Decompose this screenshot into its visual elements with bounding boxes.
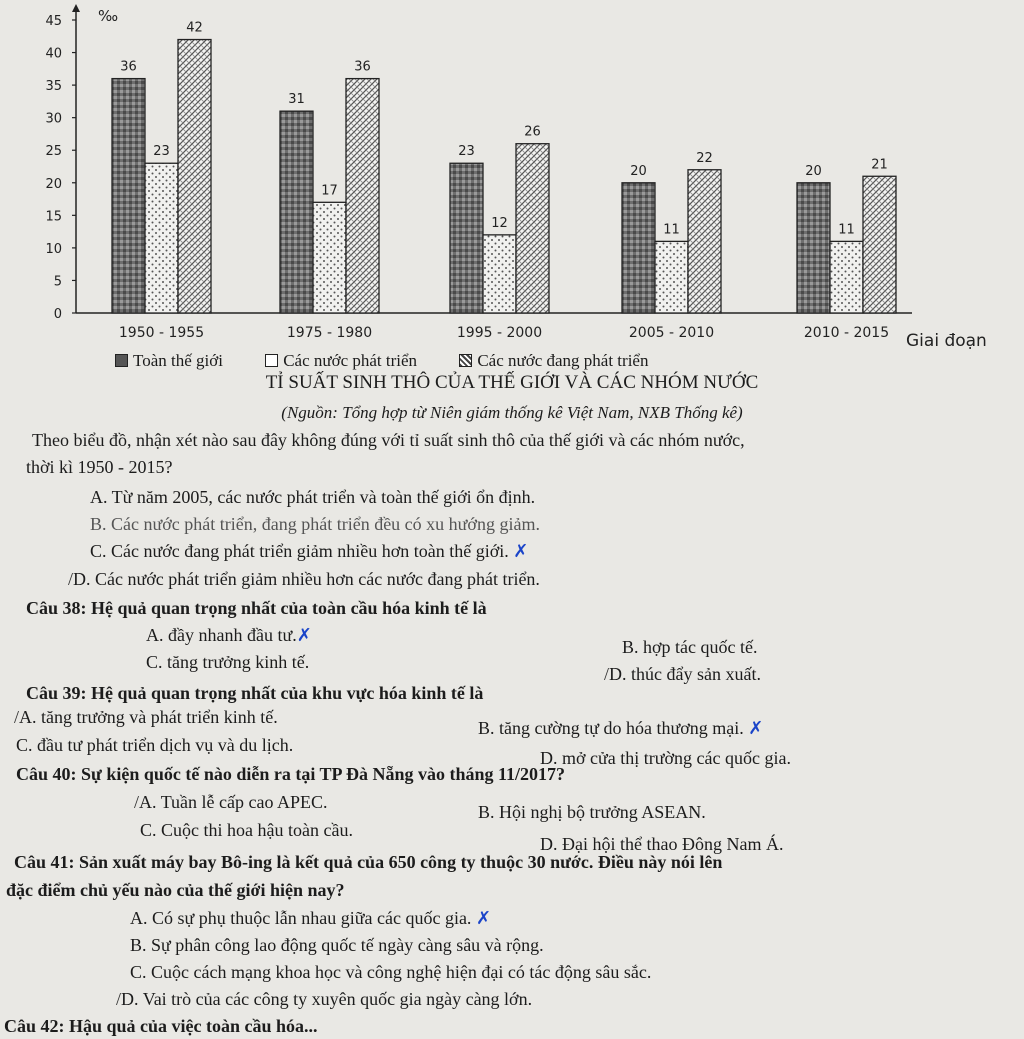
bar-value-label: 36 [120, 59, 137, 75]
q38-option-d [604, 664, 761, 685]
y-tick-label: 35 [45, 79, 62, 95]
cross-mark-icon: ✗ [296, 625, 312, 646]
tick-mark-icon: / [68, 569, 74, 589]
bar-world [797, 183, 830, 313]
q40-option-a [134, 792, 328, 813]
cross-mark-icon: ✗ [748, 718, 764, 739]
legend-swatch-developed [265, 354, 278, 367]
bar-value-label: 20 [630, 163, 647, 179]
bar-value-label: 20 [805, 163, 822, 179]
legend-swatch-developing [459, 354, 472, 367]
legend-developed: Các nước phát triển [265, 351, 417, 371]
bar-value-label: 23 [153, 144, 170, 160]
q40-option-b: B. Hội nghị bộ trưởng ASEAN. [478, 802, 706, 822]
bar-value-label: 12 [491, 215, 508, 231]
q38-option-a-text: A. đầy nhanh đầu tư. [146, 625, 297, 645]
bar-world [450, 163, 483, 313]
bar-value-label: 11 [663, 222, 680, 238]
q39-option-d: D. mở cửa thị trường các quốc gia. [540, 748, 791, 768]
q39-stem: Câu 39: Hệ quả quan trọng nhất của khu vực hóa kinh tế là [26, 683, 484, 703]
q39-option-b [478, 718, 763, 739]
bar-world [622, 183, 655, 313]
tick-mark-icon: / [604, 664, 610, 684]
q37-option-d-text: D. Các nước phát triển giảm nhiều hơn các nước đang phát triển. [73, 569, 540, 589]
y-tick-label: 10 [45, 241, 62, 257]
legend-world: Toàn thế giới [115, 351, 223, 371]
q41-option-a [130, 908, 491, 929]
cross-mark-icon: ✗ [513, 541, 529, 562]
bar-value-label: 21 [871, 157, 888, 173]
q37-option-a: A. Từ năm 2005, các nước phát triển và toàn thế giới ổn định. [90, 487, 536, 507]
category-label: 1950 - 1955 [118, 325, 205, 341]
q37-option-c [90, 541, 528, 562]
q37-option-d [68, 569, 540, 590]
q38-option-b: B. hợp tác quốc tế. [622, 637, 758, 657]
y-tick-label: 20 [45, 176, 62, 192]
bar-value-label: 17 [321, 183, 338, 199]
q41-stem-line2: đặc điểm chủ yếu nào của thế giới hiện nay? [6, 880, 345, 900]
tick-mark-icon: / [116, 989, 122, 1009]
bar-value-label: 11 [838, 222, 855, 238]
bar-value-label: 22 [696, 150, 713, 166]
q38-stem: Câu 38: Hệ quả quan trọng nhất của toàn cầu hóa kinh tế là [26, 598, 487, 618]
cross-mark-icon: ✗ [475, 908, 492, 929]
chart-legend [115, 351, 686, 371]
bar-value-label: 36 [354, 59, 371, 75]
y-tick-label: 15 [45, 209, 62, 225]
q40-stem: Câu 40: Sự kiện quốc tế nào diễn ra tại TP Đà Nẵng vào tháng 11/2017? [16, 764, 566, 784]
tick-mark-icon: / [134, 792, 140, 812]
chart-source: (Nguồn: Tổng hợp từ Niên giám thống kê Việt Nam, NXB Thống kê) [281, 403, 743, 422]
q37-stem-line2: thời kì 1950 - 2015? [26, 457, 173, 477]
bar-value-label: 42 [186, 20, 203, 36]
q41-option-a-text: A. Có sự phụ thuộc lẫn nhau giữa các quốc gia. [130, 908, 472, 928]
y-tick-label: 30 [45, 111, 62, 127]
q37-option-c-text: C. Các nước đang phát triển giảm nhiều hơn toàn thế giới. [90, 541, 509, 561]
q37-stem-line1: Theo biểu đồ, nhận xét nào sau đây không đúng với tỉ suất sinh thô của thế giới và các nhóm nước, [32, 430, 745, 450]
bar-developing [178, 40, 211, 313]
bar-developed [830, 241, 863, 313]
q41-option-b: B. Sự phân công lao động quốc tế ngày càng sâu và rộng. [130, 935, 544, 955]
q39-option-c: C. đầu tư phát triển dịch vụ và du lịch. [16, 735, 294, 755]
legend-swatch-world [115, 354, 128, 367]
category-label: 1975 - 1980 [286, 325, 373, 341]
y-tick-label: 5 [53, 274, 62, 290]
bar-developing [346, 79, 379, 313]
x-axis-label: Giai đoạn [906, 331, 987, 350]
tick-mark-icon: / [14, 707, 20, 727]
category-label: 2010 - 2015 [803, 325, 890, 341]
q38-option-a [146, 625, 312, 646]
q41-option-d-text: D. Vai trò của các công ty xuyên quốc gia ngày càng lớn. [121, 989, 533, 1009]
y-tick-label: 0 [53, 307, 62, 322]
y-axis-unit: ‰ [98, 7, 119, 25]
category-label: 2005 - 2010 [628, 325, 715, 341]
bar-developed [483, 235, 516, 313]
q40-option-a-text: A. Tuần lễ cấp cao APEC. [139, 792, 328, 812]
q41-stem-line1: Câu 41: Sản xuất máy bay Bô-ing là kết quả của 650 công ty thuộc 30 nước. Điều này nói lên [14, 852, 723, 872]
q41-option-c: C. Cuộc cách mạng khoa học và công nghệ hiện đại có tác động sâu sắc. [130, 962, 652, 982]
bar-developed [655, 241, 688, 313]
legend-developing: Các nước đang phát triển [459, 351, 648, 371]
bar-world [280, 111, 313, 313]
q37-option-b: B. Các nước phát triển, đang phát triển đều có xu hướng giảm. [90, 514, 540, 534]
bar-developing [516, 144, 549, 313]
q41-option-d [116, 989, 532, 1010]
q38-option-d-text: D. thúc đẩy sản xuất. [609, 664, 761, 684]
q40-option-c: C. Cuộc thi hoa hậu toàn cầu. [140, 820, 353, 840]
bar-developing [863, 176, 896, 313]
bar-developed [145, 163, 178, 313]
bar-developed [313, 202, 346, 313]
chart-title: TỈ SUẤT SINH THÔ CỦA THẾ GIỚI VÀ CÁC NHÓM NƯỚC [265, 372, 759, 393]
q39-option-b-text: B. tăng cường tự do hóa thương mại. [478, 718, 744, 738]
q38-option-c: C. tăng trưởng kinh tế. [146, 652, 310, 672]
bar-developing [688, 170, 721, 313]
y-tick-label: 45 [45, 14, 62, 29]
q39-option-a-text: A. tăng trưởng và phát triển kinh tế. [19, 707, 278, 727]
q40-option-d: D. Đại hội thể thao Đông Nam Á. [540, 834, 784, 854]
y-tick-label: 40 [45, 46, 62, 62]
q39-option-a [14, 707, 278, 728]
bar-world [112, 79, 145, 313]
q42-stem: Câu 42: Hậu quả của việc toàn cầu hóa... [4, 1016, 318, 1036]
y-tick-label: 25 [45, 144, 62, 160]
chart-bars [112, 40, 896, 313]
bar-value-label: 31 [288, 92, 305, 108]
y-axis-arrow-icon [72, 4, 80, 12]
bar-value-label: 23 [458, 144, 475, 160]
bar-value-label: 26 [524, 124, 541, 140]
category-label: 1995 - 2000 [456, 325, 543, 341]
birth-rate-chart [0, 0, 1024, 350]
